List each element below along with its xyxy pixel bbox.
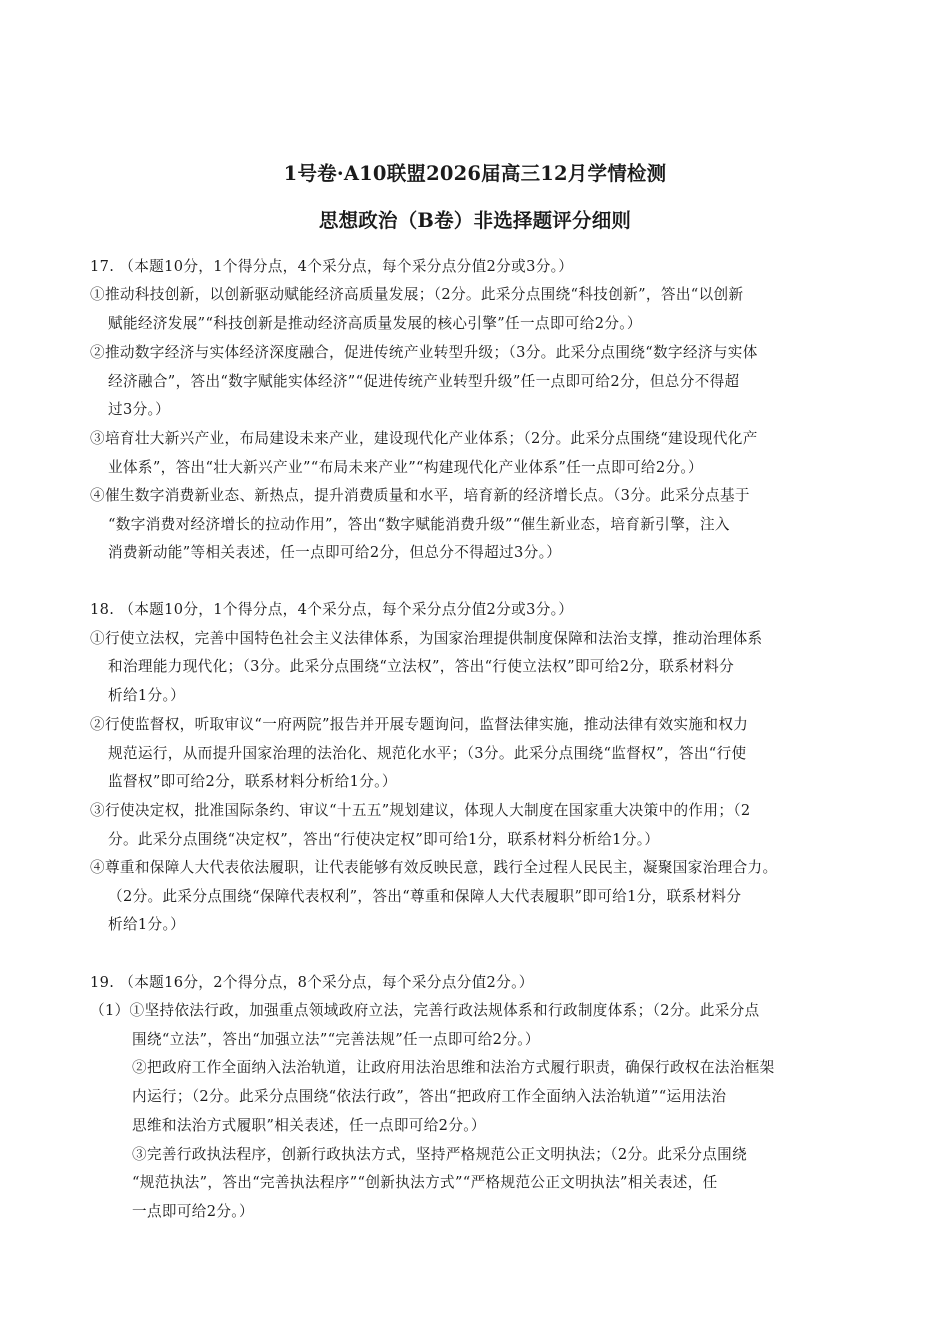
q18-point-4-line-1: ④尊重和保障人大代表依法履职，让代表能够有效反映民意，践行全过程人民民主，凝聚国家治理合力。 [90, 859, 778, 876]
q17-point-3-line-2: 业体系”，答出“壮大新兴产业”“布局未来产业”“构建现代化产业体系”任一点即可给2分。） [108, 459, 703, 476]
q18-point-2-line-3: 监督权”即可给2分，联系材料分析给1分。） [108, 773, 397, 790]
q17-header: 17. （本题10分，1个得分点，4个采分点，每个采分点分值2分或3分。） [90, 258, 574, 275]
q19-part1-point-2-line-1: ②把政府工作全面纳入法治轨道，让政府用法治思维和法治方式履行职责，确保行政权在法治框架 [132, 1059, 775, 1076]
q19-part1-point-2-line-3: 思维和法治方式履职”相关表述，任一点即可给2分。） [132, 1117, 486, 1134]
q19-header: 19. （本题16分，2个得分点，8个采分点，每个采分点分值2分。） [90, 974, 534, 991]
q19-part1-point-3-line-1: ③完善行政执法程序，创新行政执法方式，坚持严格规范公正文明执法；（2分。此采分点围绕 [132, 1146, 748, 1163]
document-title: 1号卷·A10联盟2026届高三12月学情检测 [283, 162, 667, 185]
q18-point-4-line-3: 析给1分。） [108, 916, 186, 933]
q17-point-4-line-3: 消费新动能”等相关表述，任一点即可给2分，但总分不得超过3分。） [108, 544, 562, 561]
q18-point-1-line-2: 和治理能力现代化；（3分。此采分点围绕“立法权”，答出“行使立法权”即可给2分，联系材料分 [108, 658, 735, 675]
q19-part1-point-1-line-1: （1）①坚持依法行政，加强重点领域政府立法，完善行政法规体系和行政制度体系；（2分。此采分点 [90, 1002, 760, 1019]
q19-part1-point-3-line-2: “规范执法”，答出“完善执法程序”“创新执法方式”“严格规范公正文明执法”相关表述，任 [132, 1174, 718, 1191]
q17-point-2-line-2: 经济融合”，答出“数字赋能实体经济”“促进传统产业转型升级”任一点即可给2分，但总分不得超 [108, 373, 740, 390]
q18-point-3-line-2: 分。此采分点围绕“决定权”，答出“行使决定权”即可给1分，联系材料分析给1分。） [108, 831, 660, 848]
q18-point-1-line-3: 析给1分。） [108, 687, 186, 704]
q17-point-2-line-3: 过3分。） [108, 401, 171, 418]
q18-header: 18. （本题10分，1个得分点，4个采分点，每个采分点分值2分或3分。） [90, 601, 574, 618]
q17-point-2-line-1: ②推动数字经济与实体经济深度融合，促进传统产业转型升级；（3分。此采分点围绕“数字经济与实体 [90, 344, 758, 361]
q19-part1-point-2-line-2: 内运行；（2分。此采分点围绕“依法行政”，答出“把政府工作全面纳入法治轨道”“运用法治 [132, 1088, 727, 1105]
q17-point-3-line-1: ③培育壮大新兴产业，布局建设未来产业，建设现代化产业体系；（2分。此采分点围绕“建设现代化产 [90, 430, 758, 447]
q18-point-2-line-1: ②行使监督权，听取审议“一府两院”报告并开展专题询问，监督法律实施，推动法律有效实施和权力 [90, 716, 749, 733]
q18-point-2-line-2: 规范运行，从而提升国家治理的法治化、规范化水平；（3分。此采分点围绕“监督权”，答出“行使 [108, 745, 747, 762]
q19-part1-point-1-line-2: 围绕“立法”，答出“加强立法”“完善法规”任一点即可给2分。） [132, 1031, 540, 1048]
q19-part1-point-3-line-3: 一点即可给2分。） [132, 1203, 254, 1220]
q17-point-1-line-1: ①推动科技创新，以创新驱动赋能经济高质量发展；（2分。此采分点围绕“科技创新”，答出“以创新 [90, 286, 744, 303]
q17-point-1-line-2: 赋能经济发展”“科技创新是推动经济高质量发展的核心引擎”任一点即可给2分。） [108, 315, 642, 332]
q18-point-1-line-1: ①行使立法权，完善中国特色社会主义法律体系，为国家治理提供制度保障和法治支撑，推动治理体系 [90, 630, 763, 647]
q17-point-4-line-2: “数字消费对经济增长的拉动作用”，答出“数字赋能消费升级”“催生新业态，培育新引擎，注入 [108, 516, 730, 533]
q18-point-4-line-2: （2分。此采分点围绕“保障代表权利”，答出“尊重和保障人大代表履职”即可给1分，联系材料分 [108, 888, 742, 905]
document-subtitle: 思想政治（B卷）非选择题评分细则 [318, 209, 632, 232]
q17-point-4-line-1: ④催生数字消费新业态、新热点，提升消费质量和水平，培育新的经济增长点。（3分。此采分点基于 [90, 487, 750, 504]
q18-point-3-line-1: ③行使决定权，批准国际条约、审议“十五五”规划建议，体现人大制度在国家重大决策中的作用；（2 [90, 802, 751, 819]
